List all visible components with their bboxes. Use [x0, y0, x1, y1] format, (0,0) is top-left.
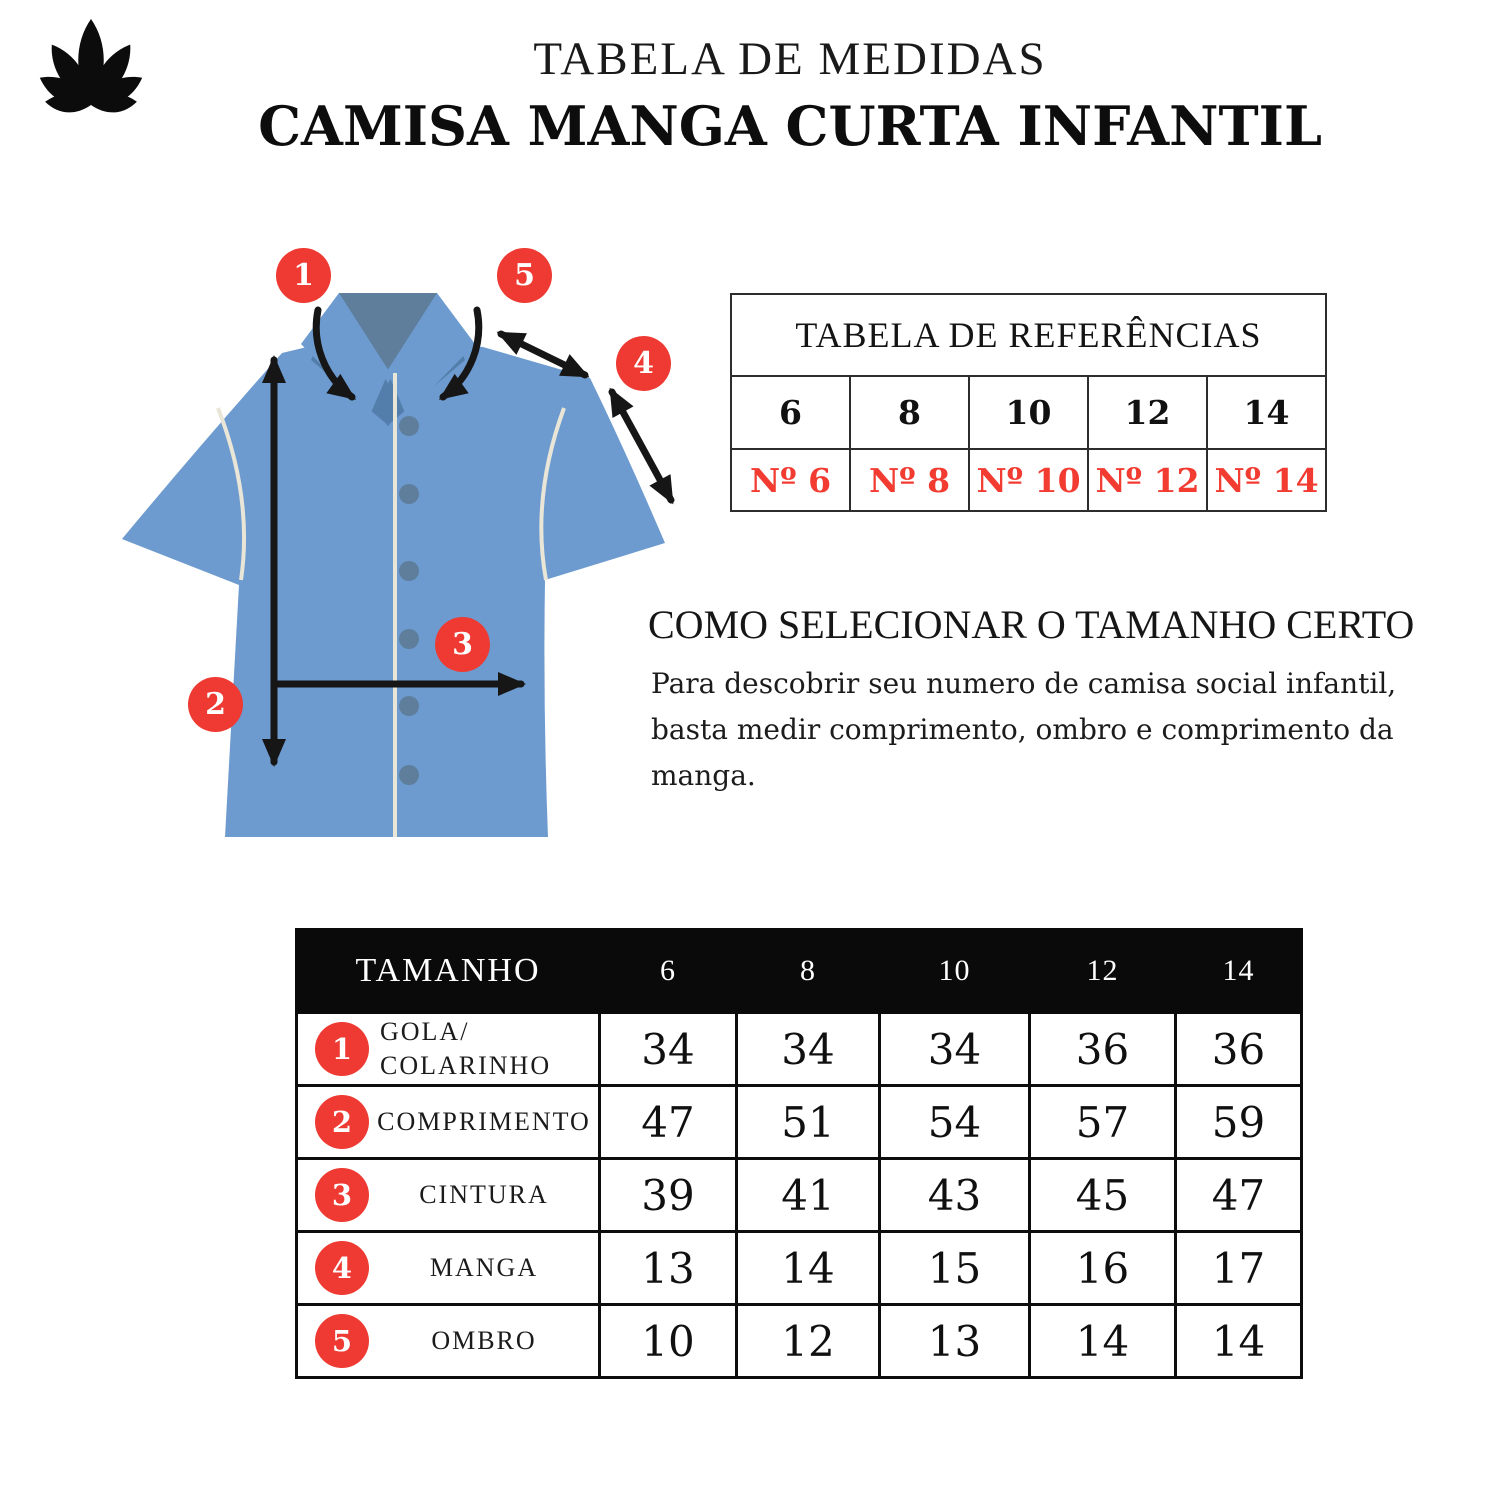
measurement-value: 51 — [737, 1086, 880, 1159]
reference-number-cell: Nº 10 — [969, 449, 1088, 511]
reference-size-cell: 6 — [731, 376, 850, 449]
reference-size-cell: 14 — [1207, 376, 1326, 449]
measurement-value: 10 — [600, 1305, 737, 1378]
measurement-value: 17 — [1176, 1232, 1302, 1305]
row-label-cell — [297, 1232, 600, 1305]
measurement-value: 34 — [880, 1013, 1030, 1086]
measurement-value: 45 — [1030, 1159, 1176, 1232]
how-to-heading: COMO SELECIONAR O TAMANHO CERTO — [648, 602, 1415, 647]
table-row-cintura — [297, 1159, 1302, 1232]
lotus-flower-icon — [33, 8, 150, 115]
row-badge: 1 — [315, 1022, 369, 1076]
marker-1-collar: 1 — [276, 248, 331, 303]
size-column-header: 10 — [880, 930, 1030, 1013]
marker-3-waist: 3 — [435, 617, 490, 672]
measurement-value: 36 — [1176, 1013, 1302, 1086]
reference-number-cell: Nº 8 — [850, 449, 969, 511]
measurement-value: 57 — [1030, 1086, 1176, 1159]
size-column-header: 8 — [737, 930, 880, 1013]
measurement-value: 34 — [600, 1013, 737, 1086]
table-row-gola — [297, 1013, 1302, 1086]
row-badge: 3 — [315, 1168, 369, 1222]
measurement-value: 12 — [737, 1305, 880, 1378]
shirt-measurement-diagram — [105, 240, 695, 885]
size-column-header: 6 — [600, 930, 737, 1013]
measurement-value: 14 — [1176, 1305, 1302, 1378]
size-table-corner-label: TAMANHO — [297, 930, 600, 1013]
measurement-value: 41 — [737, 1159, 880, 1232]
row-label: CINTURA — [419, 1180, 549, 1209]
row-label-cell — [297, 1305, 600, 1378]
page-subtitle: CAMISA MANGA CURTA INFANTIL — [258, 94, 1322, 158]
reference-size-cell: 8 — [850, 376, 969, 449]
row-label: OMBRO — [431, 1326, 537, 1355]
size-measurements-table — [295, 928, 1303, 1379]
reference-size-cell: 10 — [969, 376, 1088, 449]
marker-4-sleeve: 4 — [616, 336, 671, 391]
table-row-comprimento — [297, 1086, 1302, 1159]
row-badge: 5 — [315, 1314, 369, 1368]
reference-number-cell: Nº 6 — [731, 449, 850, 511]
row-label-cell — [297, 1159, 600, 1232]
measurement-value: 14 — [1030, 1305, 1176, 1378]
how-to-line: manga. — [651, 759, 756, 792]
reference-size-cell: 12 — [1088, 376, 1207, 449]
marker-5-shoulder: 5 — [497, 248, 552, 303]
page-title: TABELA DE MEDIDAS — [533, 33, 1047, 85]
measurement-value: 36 — [1030, 1013, 1176, 1086]
table-row — [731, 376, 1326, 449]
measurement-value: 13 — [600, 1232, 737, 1305]
measurement-value: 13 — [880, 1305, 1030, 1378]
table-row-manga — [297, 1232, 1302, 1305]
measurement-value: 16 — [1030, 1232, 1176, 1305]
row-badge: 2 — [315, 1095, 369, 1149]
measurement-value: 43 — [880, 1159, 1030, 1232]
measurement-value: 59 — [1176, 1086, 1302, 1159]
shirt-placket — [393, 373, 397, 837]
measurement-value: 39 — [600, 1159, 737, 1232]
size-column-header: 12 — [1030, 930, 1176, 1013]
table-row — [731, 449, 1326, 511]
table-row-ombro — [297, 1305, 1302, 1378]
reference-table — [730, 293, 1327, 512]
table-row — [731, 294, 1326, 376]
row-label: COMPRIMENTO — [377, 1107, 591, 1136]
reference-number-cell: Nº 12 — [1088, 449, 1207, 511]
how-to-line: Para descobrir seu numero de camisa social infantil, — [651, 667, 1397, 700]
measurement-value: 14 — [737, 1232, 880, 1305]
reference-number-cell: Nº 14 — [1207, 449, 1326, 511]
measurement-value: 34 — [737, 1013, 880, 1086]
how-to-line: basta medir comprimento, ombro e comprimento da — [651, 713, 1394, 746]
reference-table-title: TABELA DE REFERÊNCIAS — [731, 294, 1326, 376]
row-label-cell — [297, 1013, 600, 1086]
row-label-cell — [297, 1086, 600, 1159]
row-badge: 4 — [315, 1241, 369, 1295]
measurement-value: 47 — [600, 1086, 737, 1159]
row-label: MANGA — [429, 1253, 539, 1282]
measurement-value: 54 — [880, 1086, 1030, 1159]
marker-2-length: 2 — [188, 677, 243, 732]
row-label: GOLA/ COLARINHO — [380, 1017, 552, 1080]
size-column-header: 14 — [1176, 930, 1302, 1013]
measurement-value: 47 — [1176, 1159, 1302, 1232]
table-header-row — [297, 930, 1302, 1013]
measurement-value: 15 — [880, 1232, 1030, 1305]
how-to-paragraph — [651, 661, 1396, 799]
